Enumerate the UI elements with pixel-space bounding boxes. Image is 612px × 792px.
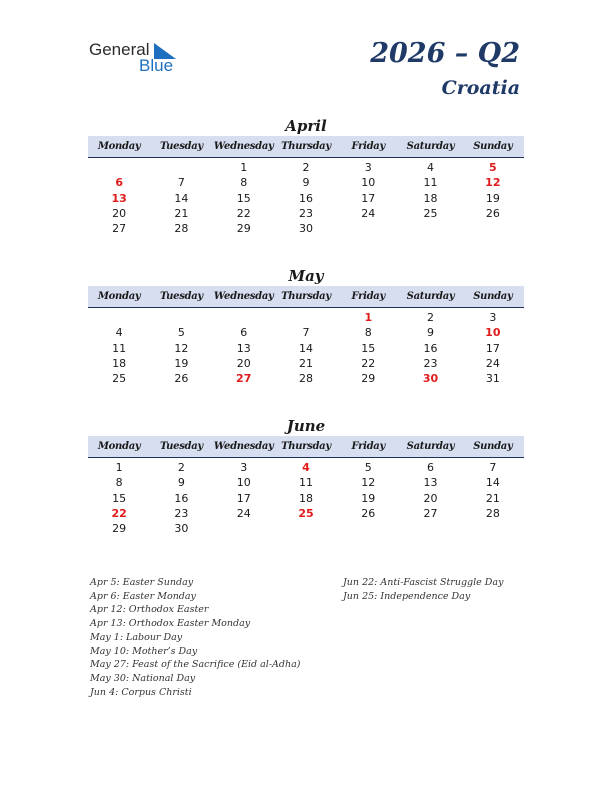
day-cell: 30 bbox=[174, 522, 189, 536]
day-cell: 23 bbox=[298, 206, 313, 220]
day-cell: 21 bbox=[174, 206, 189, 220]
day-cell: 29 bbox=[361, 372, 376, 386]
weekday-header-row bbox=[88, 436, 524, 458]
day-cell: 19 bbox=[361, 491, 376, 505]
month-june bbox=[88, 416, 524, 536]
day-cell: 26 bbox=[174, 372, 189, 386]
day-cell: 7 bbox=[177, 176, 185, 190]
weekday-header-row bbox=[88, 136, 524, 158]
month-april bbox=[88, 116, 524, 236]
day-cell: 30 bbox=[298, 222, 313, 236]
day-cell bbox=[275, 521, 337, 536]
logo bbox=[89, 40, 189, 76]
weekday-header: Tuesday bbox=[159, 441, 203, 452]
day-cell bbox=[88, 160, 150, 175]
day-cell: 28 bbox=[174, 222, 189, 236]
weekday-header: Thursday bbox=[281, 141, 331, 152]
day-cell: 6 bbox=[427, 461, 435, 474]
day-cell: 10 bbox=[236, 476, 251, 490]
day-cell: 27 bbox=[112, 222, 127, 236]
week-row bbox=[88, 356, 524, 371]
weekday-header: Wednesday bbox=[213, 141, 274, 152]
day-cell: 20 bbox=[236, 356, 251, 370]
day-cell: 14 bbox=[485, 476, 500, 490]
day-cell: 4 bbox=[427, 161, 435, 174]
day-cell: 12 bbox=[174, 341, 189, 355]
day-cell bbox=[213, 310, 275, 325]
day-cell: 20 bbox=[423, 491, 438, 505]
day-cell: 25 bbox=[112, 372, 127, 386]
week-row bbox=[88, 460, 524, 475]
day-cell: 24 bbox=[361, 206, 376, 220]
day-cell bbox=[213, 521, 275, 536]
weekday-header: Monday bbox=[97, 141, 141, 152]
day-cell: 13 bbox=[236, 341, 251, 355]
day-cell bbox=[88, 310, 150, 325]
holiday-entry: Apr 13: Orthodox Easter Monday bbox=[90, 618, 251, 630]
day-cell: 17 bbox=[485, 341, 500, 355]
day-cell: 6 bbox=[240, 326, 248, 340]
weekday-header: Thursday bbox=[281, 291, 331, 302]
holiday-entry: Apr 5: Easter Sunday bbox=[90, 577, 194, 588]
day-cell: 15 bbox=[112, 491, 127, 505]
weekday-header: Friday bbox=[351, 441, 385, 452]
day-cell: 16 bbox=[298, 191, 313, 205]
day-cell: 29 bbox=[112, 522, 127, 536]
holiday-day-cell: 27 bbox=[236, 372, 252, 386]
holiday-day-cell: 13 bbox=[111, 191, 127, 205]
holiday-day-cell: 10 bbox=[485, 326, 501, 340]
week-row bbox=[88, 506, 524, 521]
holiday-entry: May 27: Feast of the Sacrifice (Eid al-Adha) bbox=[90, 659, 301, 671]
weekday-header: Sunday bbox=[473, 291, 513, 302]
day-cell: 8 bbox=[115, 476, 123, 490]
day-cell bbox=[399, 221, 461, 236]
day-cell: 14 bbox=[298, 341, 313, 355]
week-row bbox=[88, 221, 524, 236]
holiday-entry: Jun 22: Anti-Fascist Struggle Day bbox=[343, 577, 504, 588]
holiday-list-col2 bbox=[343, 576, 503, 603]
week-row bbox=[88, 475, 524, 490]
week-row bbox=[88, 191, 524, 206]
weekday-header: Saturday bbox=[406, 141, 455, 152]
weekday-header: Saturday bbox=[406, 291, 455, 302]
day-cell bbox=[150, 160, 212, 175]
day-cell: 3 bbox=[364, 161, 372, 174]
day-cell: 17 bbox=[236, 491, 251, 505]
weekday-header: Tuesday bbox=[159, 141, 203, 152]
day-cell: 3 bbox=[489, 311, 497, 324]
day-cell: 28 bbox=[298, 372, 313, 386]
day-cell bbox=[337, 221, 399, 236]
day-cell: 7 bbox=[489, 461, 497, 474]
day-cell: 5 bbox=[177, 326, 185, 340]
day-cell: 17 bbox=[361, 191, 376, 205]
day-cell: 16 bbox=[423, 341, 438, 355]
holiday-entry: Jun 4: Corpus Christi bbox=[90, 686, 192, 698]
day-cell: 13 bbox=[423, 476, 438, 490]
month-name: June bbox=[286, 417, 326, 435]
holiday-day-cell: 4 bbox=[302, 461, 310, 474]
day-cell: 21 bbox=[485, 491, 500, 505]
day-cell: 26 bbox=[485, 206, 500, 220]
day-cell: 23 bbox=[423, 356, 438, 370]
holiday-day-cell: 5 bbox=[489, 161, 497, 174]
day-cell: 28 bbox=[485, 506, 500, 520]
day-cell: 9 bbox=[427, 326, 435, 340]
day-cell: 21 bbox=[298, 356, 313, 370]
day-cell: 7 bbox=[302, 326, 310, 340]
day-cell: 9 bbox=[177, 476, 185, 490]
day-cell: 5 bbox=[364, 461, 372, 474]
day-cell: 9 bbox=[302, 176, 310, 190]
weekday-header: Thursday bbox=[281, 441, 331, 452]
holiday-day-cell: 1 bbox=[364, 311, 373, 324]
day-cell: 26 bbox=[361, 506, 376, 520]
month-name: April bbox=[285, 117, 327, 135]
weekday-header: Friday bbox=[351, 141, 385, 152]
weekday-header: Wednesday bbox=[213, 291, 274, 302]
day-cell: 8 bbox=[240, 176, 248, 190]
day-cell: 8 bbox=[364, 326, 372, 340]
day-cell: 23 bbox=[174, 506, 189, 520]
week-row bbox=[88, 175, 524, 190]
day-cell: 14 bbox=[174, 191, 189, 205]
day-cell: 18 bbox=[423, 191, 438, 205]
day-cell: 20 bbox=[112, 206, 127, 220]
day-cell bbox=[399, 521, 461, 536]
day-cell bbox=[462, 221, 524, 236]
weekday-header: Sunday bbox=[473, 141, 513, 152]
weekday-header: Wednesday bbox=[213, 441, 274, 452]
week-row bbox=[88, 521, 524, 536]
week-row bbox=[88, 491, 524, 506]
logo-general-text: General bbox=[89, 40, 150, 59]
day-cell: 1 bbox=[240, 161, 248, 174]
holiday-entry: May 10: Mother’s Day bbox=[90, 645, 198, 657]
holiday-entry: May 30: National Day bbox=[90, 672, 196, 684]
weekday-header: Saturday bbox=[406, 441, 455, 452]
day-cell: 29 bbox=[236, 222, 251, 236]
week-row bbox=[88, 371, 524, 386]
day-cell bbox=[462, 521, 524, 536]
holiday-entry: Apr 12: Orthodox Easter bbox=[90, 604, 209, 616]
day-cell: 16 bbox=[174, 491, 189, 505]
day-cell: 2 bbox=[302, 161, 310, 174]
day-cell: 24 bbox=[236, 506, 251, 520]
day-cell: 12 bbox=[361, 476, 376, 490]
page-title: 2026 – Q2 bbox=[370, 38, 520, 69]
day-cell: 11 bbox=[423, 176, 438, 190]
weekday-header: Tuesday bbox=[159, 291, 203, 302]
day-cell: 2 bbox=[177, 461, 185, 474]
holiday-day-cell: 30 bbox=[422, 372, 439, 386]
holiday-day-cell: 25 bbox=[298, 506, 314, 520]
day-cell: 10 bbox=[361, 176, 376, 190]
day-cell: 19 bbox=[174, 356, 189, 370]
day-cell: 11 bbox=[112, 341, 127, 355]
day-cell: 25 bbox=[423, 206, 438, 220]
day-cell: 24 bbox=[485, 356, 500, 370]
day-cell: 11 bbox=[298, 476, 313, 490]
week-row bbox=[88, 341, 524, 356]
weekday-header: Sunday bbox=[473, 441, 513, 452]
holiday-entry: May 1: Labour Day bbox=[90, 631, 183, 643]
week-row bbox=[88, 160, 524, 175]
day-cell bbox=[150, 310, 212, 325]
holiday-entry: Jun 25: Independence Day bbox=[343, 590, 471, 602]
holiday-entry: Apr 6: Easter Monday bbox=[90, 590, 196, 602]
logo-blue-text: Blue bbox=[139, 56, 174, 75]
country-subtitle: Croatia bbox=[441, 77, 520, 99]
day-cell: 22 bbox=[361, 356, 376, 370]
month-name: May bbox=[288, 267, 324, 285]
day-cell: 2 bbox=[427, 311, 435, 324]
day-cell bbox=[337, 521, 399, 536]
holiday-day-cell: 6 bbox=[115, 176, 123, 190]
day-cell: 19 bbox=[485, 191, 500, 205]
day-cell: 1 bbox=[115, 461, 123, 474]
weekday-header: Friday bbox=[351, 291, 385, 302]
weekday-header-row bbox=[88, 286, 524, 308]
day-cell: 27 bbox=[423, 506, 438, 520]
month-may bbox=[88, 266, 524, 386]
holiday-day-cell: 22 bbox=[111, 506, 127, 520]
day-cell: 3 bbox=[240, 461, 248, 474]
week-row bbox=[88, 206, 524, 221]
weekday-header: Monday bbox=[97, 441, 141, 452]
holiday-day-cell: 12 bbox=[485, 176, 501, 190]
day-cell: 15 bbox=[361, 341, 376, 355]
day-cell: 18 bbox=[112, 356, 127, 370]
day-cell bbox=[275, 310, 337, 325]
day-cell: 4 bbox=[115, 326, 123, 340]
week-row bbox=[88, 310, 524, 325]
day-cell: 15 bbox=[236, 191, 251, 205]
day-cell: 31 bbox=[485, 372, 500, 386]
weekday-header: Monday bbox=[97, 291, 141, 302]
week-row bbox=[88, 325, 524, 340]
day-cell: 22 bbox=[236, 206, 251, 220]
holiday-list-col1 bbox=[90, 576, 300, 699]
day-cell: 18 bbox=[298, 491, 313, 505]
